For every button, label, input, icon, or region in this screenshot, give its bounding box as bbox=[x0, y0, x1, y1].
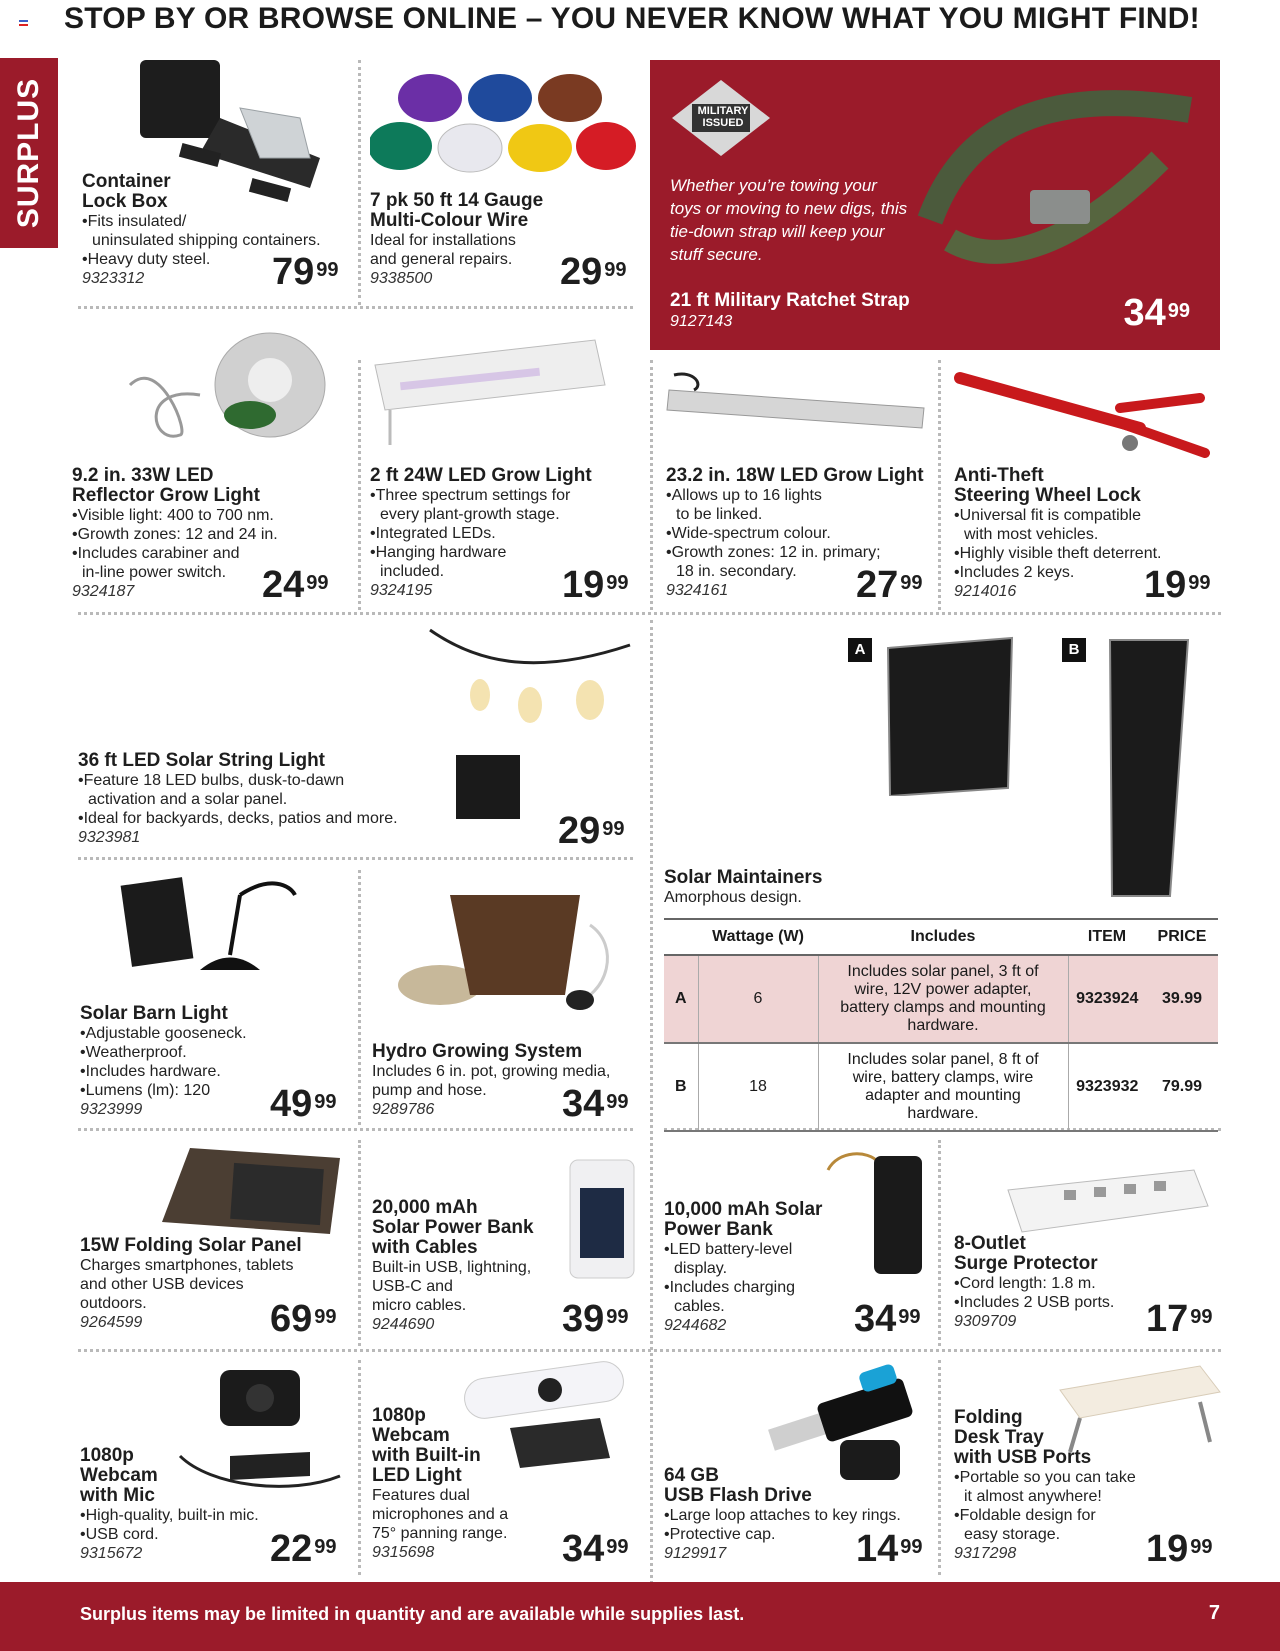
product-bullet: outdoors. bbox=[80, 1295, 147, 1312]
product-title: Surge Protector bbox=[954, 1253, 1098, 1274]
price-dollars: 14 bbox=[856, 1528, 899, 1570]
price-steering-wheel-lock bbox=[1144, 566, 1211, 604]
price-dollars: 34 bbox=[854, 1298, 897, 1340]
price-desk-tray bbox=[1146, 1530, 1213, 1568]
divider bbox=[358, 60, 361, 305]
price-cents: 99 bbox=[1167, 300, 1190, 322]
product-solar-string-light[interactable] bbox=[78, 751, 398, 847]
power-bank-image bbox=[818, 1150, 930, 1280]
section-tab-label: SURPLUS bbox=[12, 77, 45, 229]
divider bbox=[938, 1140, 941, 1346]
price-military-strap bbox=[1123, 294, 1190, 332]
product-bullet: •Lumens (lm): 120 bbox=[80, 1082, 211, 1099]
section-subtitle: Amorphous design. bbox=[664, 889, 802, 906]
product-bullet: to be linked. bbox=[676, 506, 763, 523]
product-bullet: microphones and a bbox=[372, 1506, 509, 1523]
table-cell: Includes solar panel, 8 ft of wire, battery clamps, wire adapter and mounting hardware. bbox=[818, 1043, 1068, 1131]
price-cents: 99 bbox=[602, 818, 625, 840]
price-dollars: 29 bbox=[560, 251, 603, 293]
price-dollars: 24 bbox=[262, 564, 305, 606]
product-sku: 9324195 bbox=[370, 582, 433, 599]
product-title: 64 GB bbox=[664, 1465, 719, 1486]
price-folding-panel bbox=[270, 1300, 337, 1338]
product-10000mah-power-bank[interactable] bbox=[664, 1200, 822, 1335]
product-bullet: it almost anywhere! bbox=[964, 1488, 1102, 1505]
badge-line: ISSUED bbox=[702, 117, 744, 129]
divider bbox=[938, 360, 941, 610]
product-sku: 9289786 bbox=[372, 1101, 435, 1118]
led-grow-light-image bbox=[664, 370, 934, 440]
product-sku: 9323312 bbox=[82, 270, 145, 287]
product-solar-barn-light[interactable] bbox=[80, 1004, 247, 1119]
led-grow-light-image bbox=[370, 335, 610, 445]
product-sku: 9244690 bbox=[372, 1316, 435, 1333]
product-bullet: •Feature 18 LED bulbs, dusk-to-dawn bbox=[78, 772, 345, 789]
price-cents: 99 bbox=[314, 1536, 337, 1558]
string-light-image bbox=[420, 625, 640, 830]
product-sku: 9323999 bbox=[80, 1101, 143, 1118]
price-cents: 99 bbox=[606, 572, 629, 594]
divider bbox=[78, 612, 1221, 615]
table-header: Wattage (W) bbox=[698, 919, 818, 955]
price-cents: 99 bbox=[314, 1091, 337, 1113]
product-title: Folding bbox=[954, 1407, 1023, 1428]
flash-drive-image bbox=[750, 1360, 930, 1480]
product-title: 7 pk 50 ft 14 Gauge bbox=[370, 190, 544, 211]
price-10000mah bbox=[854, 1300, 921, 1338]
page-number: 7 bbox=[1208, 1602, 1220, 1624]
price-cents: 99 bbox=[900, 572, 923, 594]
solar-panel-b-image bbox=[1106, 636, 1192, 900]
product-title: Solar Barn Light bbox=[80, 1003, 228, 1024]
product-title: Reflector Grow Light bbox=[72, 485, 260, 506]
divider bbox=[358, 1360, 361, 1575]
product-bullet: Charges smartphones, tablets bbox=[80, 1257, 294, 1274]
price-cents: 99 bbox=[606, 1306, 629, 1328]
price-cents: 99 bbox=[314, 1306, 337, 1328]
table-header: ITEM bbox=[1068, 919, 1146, 955]
product-bullet: •Weatherproof. bbox=[80, 1044, 187, 1061]
product-bullet: •Includes 2 keys. bbox=[954, 564, 1075, 581]
price-cents: 99 bbox=[604, 259, 627, 281]
product-bullet: •Includes charging bbox=[664, 1279, 796, 1296]
product-title: 8-Outlet bbox=[954, 1233, 1026, 1254]
product-title: 2 ft 24W LED Grow Light bbox=[370, 465, 592, 486]
table-header: Includes bbox=[818, 919, 1068, 955]
page-headline: STOP BY OR BROWSE ONLINE – YOU NEVER KNOW WHAT YOU MIGHT FIND! bbox=[64, 2, 1200, 35]
product-sku: 9214016 bbox=[954, 583, 1017, 600]
price-barn-light bbox=[270, 1085, 337, 1123]
product-bullet: Features dual bbox=[372, 1487, 470, 1504]
price-dollars: 27 bbox=[856, 564, 899, 606]
product-title: Webcam bbox=[80, 1465, 158, 1486]
product-bullet: •Allows up to 16 lights bbox=[666, 487, 822, 504]
price-lock-box bbox=[272, 253, 339, 291]
product-bullet: every plant-growth stage. bbox=[380, 506, 560, 523]
price-cents: 99 bbox=[306, 572, 329, 594]
product-sku: 9315698 bbox=[372, 1544, 435, 1561]
product-bullet: •Includes hardware. bbox=[80, 1063, 221, 1080]
table-row[interactable] bbox=[664, 1043, 1218, 1131]
product-title: with USB Ports bbox=[954, 1447, 1092, 1468]
product-bullet: •Integrated LEDs. bbox=[370, 525, 496, 542]
product-bullet: included. bbox=[380, 563, 445, 580]
product-title: Steering Wheel Lock bbox=[954, 485, 1141, 506]
product-bullet: •Three spectrum settings for bbox=[370, 487, 571, 504]
price-dollars: 49 bbox=[270, 1083, 313, 1125]
product-bullet: •High-quality, built-in mic. bbox=[80, 1507, 259, 1524]
table-header: PRICE bbox=[1146, 919, 1218, 955]
footer-note: Surplus items may be limited in quantity and are available while supplies last. bbox=[80, 1604, 745, 1624]
product-bullet: display. bbox=[674, 1260, 728, 1277]
product-sku: 9129917 bbox=[664, 1545, 727, 1562]
product-steering-wheel-lock[interactable] bbox=[954, 466, 1161, 601]
product-bullet: uninsulated shipping containers. bbox=[92, 232, 321, 249]
product-bullet: •Hanging hardware bbox=[370, 544, 507, 561]
wire-spools-image bbox=[370, 68, 636, 178]
product-sku: 9264599 bbox=[80, 1314, 143, 1331]
divider bbox=[78, 857, 633, 860]
price-dollars: 34 bbox=[1123, 292, 1166, 334]
price-dollars: 29 bbox=[558, 810, 601, 852]
feature-title: 21 ft Military Ratchet Strap bbox=[670, 290, 910, 311]
product-title: 1080p bbox=[372, 1405, 426, 1426]
surge-protector-image bbox=[1004, 1160, 1214, 1240]
divider bbox=[358, 870, 361, 1125]
hydro-system-image bbox=[390, 885, 640, 1015]
price-cents: 99 bbox=[606, 1536, 629, 1558]
product-sku: 9244682 bbox=[664, 1317, 727, 1334]
feature-quote: Whether you’re towing your toys or moving to new digs, this tie-down strap will keep your stuff secure. bbox=[670, 176, 908, 264]
product-sku: 9315672 bbox=[80, 1545, 143, 1562]
product-bullet: •Highly visible theft deterrent. bbox=[954, 545, 1162, 562]
product-bullet: •Growth zones: 12 and 24 in. bbox=[72, 526, 278, 543]
section-title: Solar Maintainers bbox=[664, 867, 823, 888]
product-bullet: and general repairs. bbox=[370, 251, 513, 268]
table-cell: 79.99 bbox=[1146, 1043, 1218, 1131]
divider bbox=[358, 1140, 361, 1346]
product-bullet: •Fits insulated/ bbox=[82, 213, 187, 230]
panel-label-a: A bbox=[848, 638, 872, 662]
price-dollars: 17 bbox=[1146, 1298, 1189, 1340]
feature-sku: 9127143 bbox=[670, 313, 733, 330]
price-string-light bbox=[558, 812, 625, 850]
price-dollars: 79 bbox=[272, 251, 315, 293]
product-sku: 9324187 bbox=[72, 583, 135, 600]
product-2ft-grow-light[interactable] bbox=[370, 466, 592, 600]
price-cents: 99 bbox=[898, 1306, 921, 1328]
product-bullet: •Foldable design for bbox=[954, 1507, 1096, 1524]
product-bullet: 18 in. secondary. bbox=[676, 563, 797, 580]
product-bullet: •Includes 2 USB ports. bbox=[954, 1294, 1115, 1311]
price-flash-drive bbox=[856, 1530, 923, 1568]
product-bullet: •Heavy duty steel. bbox=[82, 251, 211, 268]
divider bbox=[78, 1128, 633, 1131]
price-cents: 99 bbox=[1190, 1536, 1213, 1558]
solar-panel-a-image bbox=[884, 636, 1016, 796]
product-sku: 9317298 bbox=[954, 1545, 1017, 1562]
product-title: 1080p bbox=[80, 1445, 134, 1466]
product-bullet: •Universal fit is compatible bbox=[954, 507, 1141, 524]
price-webcam-led bbox=[562, 1530, 629, 1568]
product-title: 23.2 in. 18W LED Grow Light bbox=[666, 465, 924, 486]
price-dollars: 34 bbox=[562, 1528, 605, 1570]
price-hydro bbox=[562, 1085, 629, 1123]
product-folding-solar-panel[interactable] bbox=[80, 1236, 302, 1332]
product-folding-desk-tray[interactable] bbox=[954, 1408, 1136, 1563]
price-dollars: 19 bbox=[1146, 1528, 1189, 1570]
product-bullet: •Protective cap. bbox=[664, 1526, 776, 1543]
product-title: with Cables bbox=[372, 1237, 478, 1258]
product-bullet: 75° panning range. bbox=[372, 1525, 508, 1542]
price-cents: 99 bbox=[1188, 572, 1211, 594]
panel-label-b: B bbox=[1062, 638, 1086, 662]
product-sku: 9324161 bbox=[666, 582, 729, 599]
product-title: Multi-Colour Wire bbox=[370, 210, 529, 231]
product-webcam-mic[interactable] bbox=[80, 1446, 259, 1563]
divider bbox=[650, 620, 653, 1650]
price-cents: 99 bbox=[316, 259, 339, 281]
table-cell: 39.99 bbox=[1146, 955, 1218, 1043]
product-title: 9.2 in. 33W LED bbox=[72, 465, 214, 486]
solar-maintainers-table bbox=[664, 918, 1218, 1132]
badge-text bbox=[692, 105, 754, 129]
section-tab bbox=[0, 58, 58, 248]
product-20000mah-power-bank[interactable] bbox=[372, 1198, 534, 1334]
table-cell: Includes solar panel, 3 ft of wire, 12V power adapter, battery clamps and mounting hardware. bbox=[818, 955, 1068, 1043]
product-wire[interactable] bbox=[370, 191, 543, 288]
product-bullet: easy storage. bbox=[964, 1526, 1061, 1543]
product-sku: 9323981 bbox=[78, 829, 141, 846]
product-bullet: •Ideal for backyards, decks, patios and more. bbox=[78, 810, 398, 827]
product-bullet: activation and a solar panel. bbox=[88, 791, 288, 808]
badge-line: MILITARY bbox=[697, 105, 749, 117]
power-bank-image bbox=[568, 1158, 638, 1282]
product-title: with Mic bbox=[80, 1485, 155, 1506]
product-bullet: cables. bbox=[674, 1298, 725, 1315]
product-sku: 9309709 bbox=[954, 1313, 1017, 1330]
product-title: Anti-Theft bbox=[954, 465, 1044, 486]
price-20000mah bbox=[562, 1300, 629, 1338]
ratchet-strap-image bbox=[910, 70, 1210, 290]
product-webcam-led[interactable] bbox=[372, 1406, 508, 1562]
price-cents: 99 bbox=[1190, 1306, 1213, 1328]
table-header-row bbox=[664, 919, 1218, 955]
price-2ft-grow-light bbox=[562, 566, 629, 604]
product-reflector-grow-light[interactable] bbox=[72, 466, 278, 601]
product-bullet: Includes 6 in. pot, growing media, bbox=[372, 1063, 611, 1080]
product-bullet: •Portable so you can take bbox=[954, 1469, 1136, 1486]
product-title: LED Light bbox=[372, 1465, 462, 1486]
divider bbox=[78, 306, 633, 309]
price-dollars: 34 bbox=[562, 1083, 605, 1125]
table-header bbox=[664, 919, 698, 955]
solar-maintainers-heading bbox=[664, 868, 822, 907]
feature-military-strap[interactable] bbox=[650, 60, 1220, 350]
product-title: with Built-in bbox=[372, 1445, 481, 1466]
price-reflector bbox=[262, 566, 329, 604]
product-bullet: •Visible light: 400 to 700 nm. bbox=[72, 507, 274, 524]
price-dollars: 69 bbox=[270, 1298, 313, 1340]
product-bullet: •Growth zones: 12 in. primary; bbox=[666, 544, 881, 561]
product-title: Power Bank bbox=[664, 1219, 773, 1240]
price-dollars: 22 bbox=[270, 1528, 313, 1570]
product-title: 36 ft LED Solar String Light bbox=[78, 750, 326, 771]
product-bullet: •Includes carabiner and bbox=[72, 545, 240, 562]
divider bbox=[938, 1360, 941, 1575]
product-sku: 9338500 bbox=[370, 270, 433, 287]
product-title: USB Flash Drive bbox=[664, 1485, 812, 1506]
divider bbox=[650, 360, 653, 610]
table-cell: 9323924 bbox=[1068, 955, 1146, 1043]
price-dollars: 19 bbox=[1144, 564, 1187, 606]
table-cell: 9323932 bbox=[1068, 1043, 1146, 1131]
price-wire bbox=[560, 253, 627, 291]
product-title: Container bbox=[82, 171, 171, 192]
reflector-light-image bbox=[120, 325, 340, 475]
product-bullet: with most vehicles. bbox=[964, 526, 1099, 543]
product-bullet: •LED battery-level bbox=[664, 1241, 793, 1258]
price-cents: 99 bbox=[900, 1536, 923, 1558]
product-title: Desk Tray bbox=[954, 1427, 1044, 1448]
table-row[interactable] bbox=[664, 955, 1218, 1043]
price-cents: 99 bbox=[606, 1091, 629, 1113]
product-title: Lock Box bbox=[82, 191, 168, 212]
product-title: Webcam bbox=[372, 1425, 450, 1446]
product-bullet: Built-in USB, lightning, bbox=[372, 1259, 532, 1276]
divider bbox=[358, 360, 361, 610]
table-cell: A bbox=[664, 955, 698, 1043]
price-dollars: 39 bbox=[562, 1298, 605, 1340]
product-bullet: •Cord length: 1.8 m. bbox=[954, 1275, 1096, 1292]
product-title: 20,000 mAh bbox=[372, 1197, 478, 1218]
table-cell: 18 bbox=[698, 1043, 818, 1131]
product-bullet: micro cables. bbox=[372, 1297, 467, 1314]
product-title: Hydro Growing System bbox=[372, 1041, 583, 1062]
product-bullet: Ideal for installations bbox=[370, 232, 516, 249]
product-surge-protector[interactable] bbox=[954, 1234, 1114, 1331]
product-bullet: in-line power switch. bbox=[82, 564, 227, 581]
product-bullet: and other USB devices bbox=[80, 1276, 244, 1293]
product-bullet: •Large loop attaches to key rings. bbox=[664, 1507, 901, 1524]
product-title: 15W Folding Solar Panel bbox=[80, 1235, 302, 1256]
table-cell: B bbox=[664, 1043, 698, 1131]
price-webcam-mic bbox=[270, 1530, 337, 1568]
product-bullet: USB-C and bbox=[372, 1278, 453, 1295]
product-bullet: pump and hose. bbox=[372, 1082, 487, 1099]
folding-panel-image bbox=[160, 1146, 350, 1238]
price-dollars: 19 bbox=[562, 564, 605, 606]
price-23in-grow-light bbox=[856, 566, 923, 604]
barn-light-image bbox=[120, 875, 320, 985]
price-surge-protector bbox=[1146, 1300, 1213, 1338]
steering-lock-image bbox=[950, 368, 1220, 468]
table-cell: 6 bbox=[698, 955, 818, 1043]
product-title: Solar Power Bank bbox=[372, 1217, 534, 1238]
product-title: 10,000 mAh Solar bbox=[664, 1199, 823, 1220]
product-bullet: •USB cord. bbox=[80, 1526, 159, 1543]
product-bullet: •Adjustable gooseneck. bbox=[80, 1025, 247, 1042]
page-footer bbox=[0, 1582, 1280, 1651]
product-bullet: •Wide-spectrum colour. bbox=[666, 525, 831, 542]
flag-icon bbox=[19, 20, 28, 26]
